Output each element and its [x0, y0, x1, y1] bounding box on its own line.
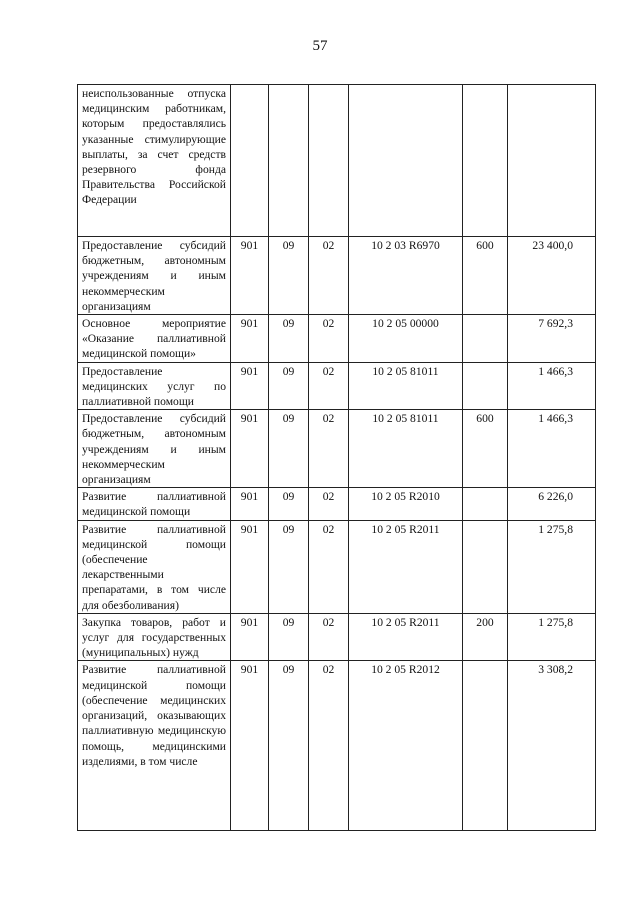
- row-vr: 600: [463, 410, 508, 488]
- row-pr: 02: [309, 488, 349, 520]
- row-name: Основное мероприятие «Оказание паллиативной медицинской помощи»: [78, 315, 231, 363]
- table-row: [78, 488, 596, 520]
- row-sum: 1 466,3: [508, 410, 596, 488]
- row-csr: 10 2 05 R2011: [349, 613, 463, 661]
- row-csr: 10 2 05 R2011: [349, 520, 463, 613]
- row-sum: 6 226,0: [508, 488, 596, 520]
- row-sum: 1 275,8: [508, 613, 596, 661]
- row-sum: 1 466,3: [508, 362, 596, 410]
- row-csr: 10 2 03 R6970: [349, 237, 463, 315]
- row-pr: 02: [309, 362, 349, 410]
- row-csr: 10 2 05 81011: [349, 362, 463, 410]
- row-name: Предоставление субсидий бюджетным, автономным учреждениям и иным некоммерческим организациям: [78, 237, 231, 315]
- row-ved: 901: [231, 315, 269, 363]
- row-pr: 02: [309, 315, 349, 363]
- row-rz: 09: [269, 488, 309, 520]
- row-name: Закупка товаров, работ и услуг для государственных (муниципальных) нужд: [78, 613, 231, 661]
- row-pr: 02: [309, 613, 349, 661]
- row-sum: [508, 85, 596, 237]
- row-pr: [309, 85, 349, 237]
- row-rz: 09: [269, 410, 309, 488]
- row-vr: [463, 520, 508, 613]
- row-rz: [269, 85, 309, 237]
- row-rz: 09: [269, 315, 309, 363]
- row-vr: [463, 362, 508, 410]
- row-vr: [463, 85, 508, 237]
- row-ved: 901: [231, 488, 269, 520]
- row-ved: 901: [231, 237, 269, 315]
- row-csr: 10 2 05 R2010: [349, 488, 463, 520]
- row-name: Развитие паллиативной медицинской помощи: [78, 488, 231, 520]
- table-row: [78, 85, 596, 237]
- table-row: [78, 410, 596, 488]
- row-vr: [463, 315, 508, 363]
- table-row: [78, 661, 596, 831]
- row-csr: [349, 85, 463, 237]
- row-rz: 09: [269, 362, 309, 410]
- row-ved: 901: [231, 520, 269, 613]
- page-number: 57: [312, 38, 328, 54]
- row-rz: 09: [269, 237, 309, 315]
- row-csr: 10 2 05 81011: [349, 410, 463, 488]
- row-pr: 02: [309, 410, 349, 488]
- table-row: [78, 613, 596, 661]
- row-vr: [463, 661, 508, 831]
- row-rz: 09: [269, 613, 309, 661]
- table-row: [78, 520, 596, 613]
- row-name: неиспользованные отпуска медицинским работникам, которым предоставлялись указанные стимулирующие выплаты, за счет средств резервного фонда Правительства Российской Федерации: [78, 85, 231, 237]
- row-name: Предоставление субсидий бюджетным, автономным учреждениям и иным некоммерческим организациям: [78, 410, 231, 488]
- row-csr: 10 2 05 00000: [349, 315, 463, 363]
- row-ved: 901: [231, 410, 269, 488]
- table-row: [78, 362, 596, 410]
- row-sum: 7 692,3: [508, 315, 596, 363]
- row-sum: 23 400,0: [508, 237, 596, 315]
- row-ved: 901: [231, 613, 269, 661]
- row-sum: 1 275,8: [508, 520, 596, 613]
- row-name: Предоставление медицинских услуг по паллиативной помощи: [78, 362, 231, 410]
- table-row: [78, 237, 596, 315]
- row-pr: 02: [309, 520, 349, 613]
- row-ved: 901: [231, 661, 269, 831]
- row-name: Развитие паллиативной медицинской помощи (обеспечение медицинских организаций, оказывающих паллиативную медицинскую помощь, медицинскими изделиями, в том числе: [78, 661, 231, 831]
- row-pr: 02: [309, 661, 349, 831]
- row-vr: 600: [463, 237, 508, 315]
- row-csr: 10 2 05 R2012: [349, 661, 463, 831]
- row-vr: 200: [463, 613, 508, 661]
- table-row: [78, 315, 596, 363]
- row-rz: 09: [269, 661, 309, 831]
- row-sum: 3 308,2: [508, 661, 596, 831]
- row-vr: [463, 488, 508, 520]
- row-name: Развитие паллиативной медицинской помощи (обеспечение лекарственными препаратами, в том числе для обезболивания): [78, 520, 231, 613]
- budget-table: [77, 84, 596, 831]
- row-rz: 09: [269, 520, 309, 613]
- row-ved: [231, 85, 269, 237]
- row-ved: 901: [231, 362, 269, 410]
- row-pr: 02: [309, 237, 349, 315]
